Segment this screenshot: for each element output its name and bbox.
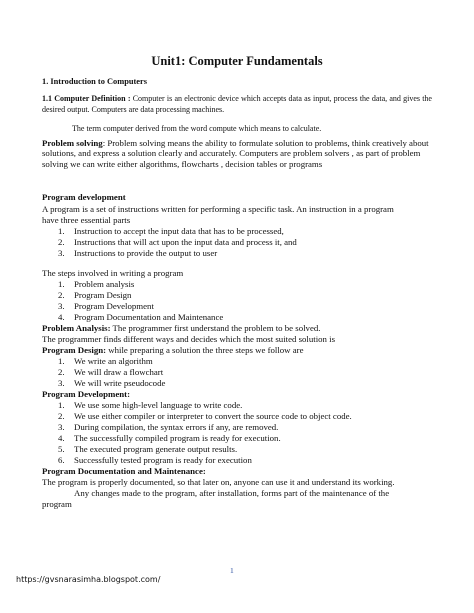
list-item: 3. During compilation, the syntax errors if any, are removed.	[58, 422, 279, 432]
page-number: 1	[230, 566, 234, 575]
list-item: 6. Successfully tested program is ready for execution	[58, 455, 252, 465]
list-item: 1. Problem analysis	[58, 279, 135, 289]
list-item: 4. The successfully compiled program is ready for execution.	[58, 433, 281, 443]
problem-solving-paragraph	[42, 138, 438, 169]
problem-analysis-line: Problem Analysis: The programmer first understand the problem to be solved.	[42, 323, 321, 333]
documentation-line-1: The program is properly documented, so that later on, anyone can use it and understand its working.	[42, 477, 395, 487]
list-item: 3. Program Development	[58, 301, 154, 311]
list-item: 2. We use either compiler or interpreter to convert the source code to object code.	[58, 411, 352, 421]
list-item: 3. We will write pseudocode	[58, 378, 166, 388]
list-item: 3. Instructions to provide the output to user	[58, 248, 218, 258]
page-title: Unit1: Computer Fundamentals	[151, 54, 323, 68]
program-definition-line-1: A program is a set of instructions written for performing a specific task. An instruction in a program	[42, 204, 394, 214]
list-item: 2. Instructions that will act upon the input data and process it, and	[58, 237, 297, 247]
definition-text: Computer is an electronic device which accepts data as input, process the data, and gives the desired output. Computers are data processing machines.	[42, 94, 432, 114]
list-item: 1. We write an algorithm	[58, 356, 153, 366]
problem-solving-label: Problem solving	[42, 138, 103, 148]
section-heading-introduction: 1. Introduction to Computers	[42, 77, 148, 86]
list-item: 2. We will draw a flowchart	[58, 367, 164, 377]
program-design-line: Program Design: while preparing a solution the three steps we follow are	[42, 345, 304, 355]
problem-solving-text: : Problem solving means the ability to formulate solution to problems, think creatively about solutions, and express a solution clearly and accurately. Computers are problem solvers , as part of problem solving we can write either algorithms, flowcharts , decision tables or programs	[42, 138, 429, 169]
documentation-line-2: Any changes made to the program, after installation, forms part of the maintenance of the	[74, 488, 390, 498]
program-development-heading: Program development	[42, 192, 126, 202]
definition-label: 1.1 Computer Definition :	[42, 94, 131, 103]
program-development-subheading: Program Development:	[42, 389, 131, 399]
list-item: 2. Program Design	[58, 290, 132, 300]
documentation-heading: Program Documentation and Maintenance:	[42, 466, 206, 476]
steps-intro: The steps involved in writing a program	[42, 268, 184, 278]
program-definition-line-2: have three essential parts	[42, 215, 131, 225]
problem-analysis-line-2: The programmer finds different ways and decides which the most suited solution is	[42, 334, 336, 344]
list-item: 1. Instruction to accept the input data that has to be processed,	[58, 226, 284, 236]
list-item: 1. We use some high-level language to write code.	[58, 400, 243, 410]
list-item: 5. The executed program generate output results.	[58, 444, 238, 454]
computer-definition-paragraph	[42, 94, 432, 115]
documentation-line-3: program	[42, 499, 72, 509]
footer-url-link[interactable]: https://gvsnarasimha.blogspot.com/	[16, 575, 161, 584]
term-origin-line: The term computer derived from the word compute which means to calculate.	[72, 124, 322, 133]
list-item: 4. Program Documentation and Maintenance	[58, 312, 224, 322]
